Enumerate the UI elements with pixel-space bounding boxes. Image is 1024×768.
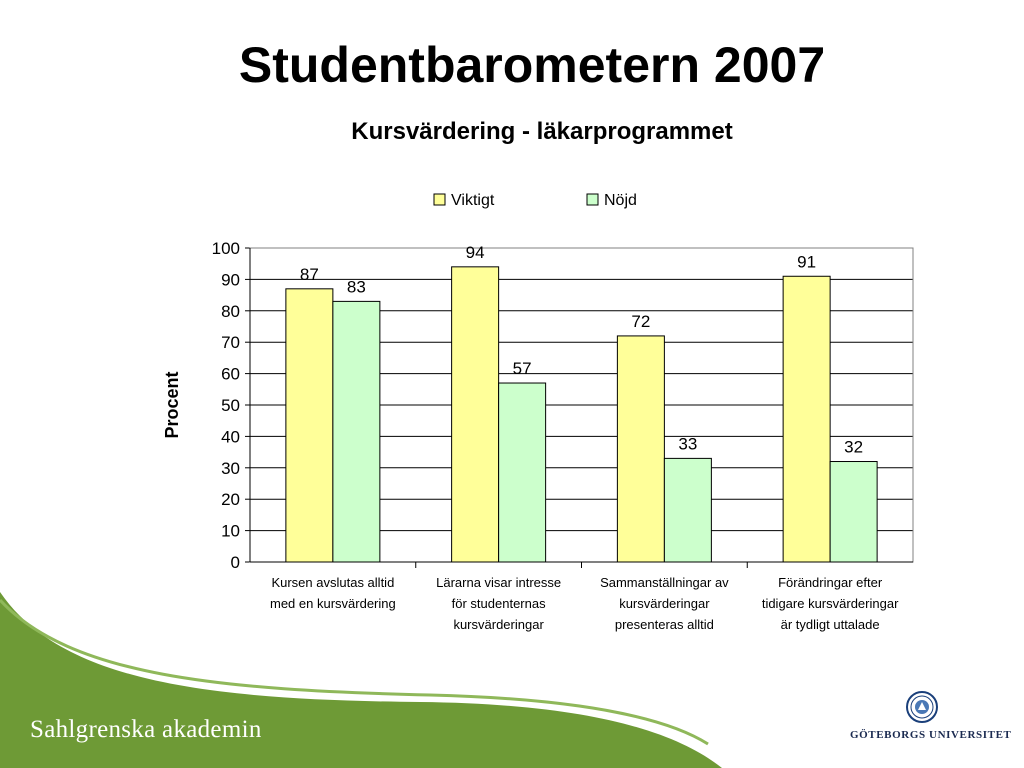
y-tick-label: 60 xyxy=(221,364,240,384)
bar-nojd-3 xyxy=(830,462,877,562)
bar-viktigt-1 xyxy=(452,267,499,562)
legend-label-viktigt: Viktigt xyxy=(451,192,495,209)
x-category-label: Lärarna visar intresse xyxy=(436,575,562,590)
footer-university: GÖTEBORGS UNIVERSITET xyxy=(850,729,1012,741)
bar-nojd-0 xyxy=(333,301,380,562)
x-category-label: kursvärderingar xyxy=(619,596,710,611)
bar-viktigt-0 xyxy=(286,289,333,562)
page-title: Studentbarometern 2007 xyxy=(238,37,826,93)
x-category-label: presenteras alltid xyxy=(614,617,714,632)
y-tick-label: 70 xyxy=(221,333,240,353)
y-tick-label: 10 xyxy=(221,521,240,541)
x-category-label: är tydligt uttalade xyxy=(780,617,880,632)
x-category-label: Förändringar efter xyxy=(778,575,883,590)
y-tick-label: 40 xyxy=(221,427,240,447)
bar-viktigt-2 xyxy=(617,336,664,562)
x-category-label: Kursen avslutas alltid xyxy=(271,575,395,590)
x-category-label: tidigare kursvärderingar xyxy=(761,596,899,611)
legend-swatch-viktigt xyxy=(434,194,445,205)
bar-nojd-2 xyxy=(664,458,711,562)
bar-viktigt-3 xyxy=(783,276,830,562)
data-label: 94 xyxy=(465,242,485,262)
data-label: 33 xyxy=(678,434,698,454)
x-category-label: med en kursvärdering xyxy=(270,596,396,611)
y-tick-label: 30 xyxy=(221,458,240,478)
legend-label-nojd: Nöjd xyxy=(604,192,637,209)
data-label: 72 xyxy=(631,311,651,331)
bar-nojd-1 xyxy=(499,383,546,562)
y-axis-label: Procent xyxy=(162,371,182,439)
y-tick-label: 20 xyxy=(221,490,240,510)
data-label: 32 xyxy=(844,437,864,457)
data-label: 83 xyxy=(346,277,366,297)
y-tick-label: 50 xyxy=(221,396,240,415)
y-tick-label: 100 xyxy=(211,239,240,258)
data-label: 91 xyxy=(797,252,817,272)
footer-sahlgrenska: Sahlgrenska akademin xyxy=(30,716,262,743)
legend xyxy=(434,192,637,209)
legend-swatch-nojd xyxy=(587,194,598,205)
x-category-label: kursvärderingar xyxy=(453,617,544,632)
data-label: 87 xyxy=(299,264,319,284)
chart-title: Kursvärdering - läkarprogrammet xyxy=(351,118,733,145)
data-label: 57 xyxy=(512,359,532,379)
y-tick-label: 80 xyxy=(221,301,240,321)
y-tick-label: 90 xyxy=(221,270,240,290)
x-category-label: Sammanställningar av xyxy=(600,575,729,590)
y-tick-label: 0 xyxy=(230,553,240,572)
x-category-label: för studenternas xyxy=(451,596,546,611)
